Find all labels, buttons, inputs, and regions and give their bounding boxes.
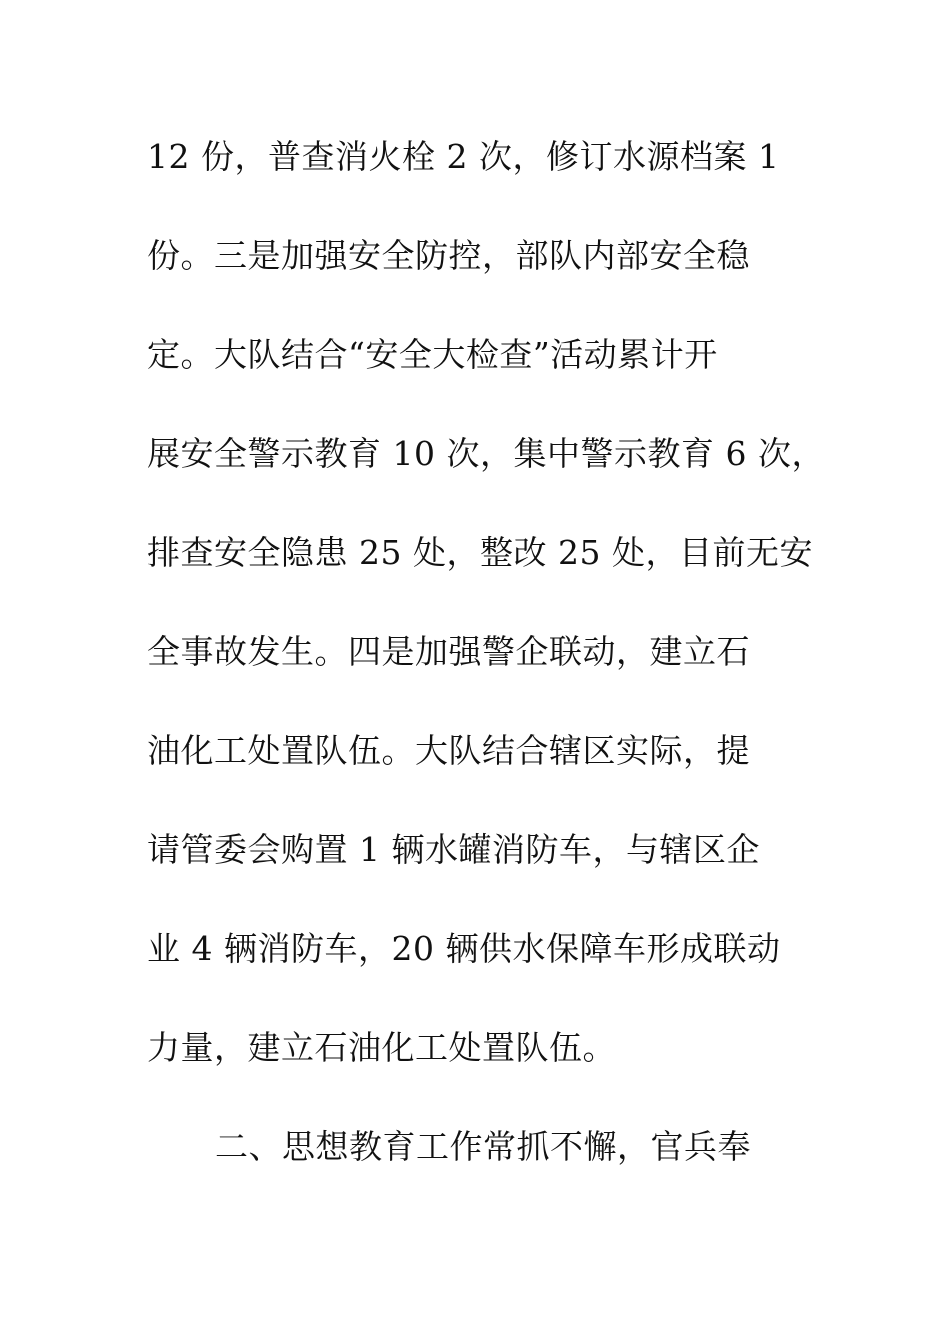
body-text	[147, 128, 827, 1217]
text-line: 业 4 辆消防车，20 辆供水保障车形成联动	[147, 929, 781, 968]
text-line: 12 份，普查消火栓 2 次，修订水源档案 1	[147, 137, 780, 176]
text-line: 展安全警示教育 10 次，集中警示教育 6 次，	[147, 434, 825, 473]
text-line: 请管委会购置 1 辆水罐消防车，与辖区企	[147, 830, 760, 869]
text-line: 份。三是加强安全防控，部队内部安全稳	[147, 236, 750, 275]
text-line: 定。大队结合“安全大检查”活动累计开	[147, 335, 718, 374]
text-line: 全事故发生。四是加强警企联动，建立石	[147, 632, 750, 671]
text-line: 油化工处置队伍。大队结合辖区实际，提	[147, 731, 750, 770]
text-line: 排查安全隐患 25 处，整改 25 处，目前无安	[147, 533, 813, 572]
section-heading-line: 二、思想教育工作常抓不懈，官兵奉	[215, 1127, 751, 1166]
text-line: 力量，建立石油化工处置队伍。	[147, 1028, 616, 1067]
